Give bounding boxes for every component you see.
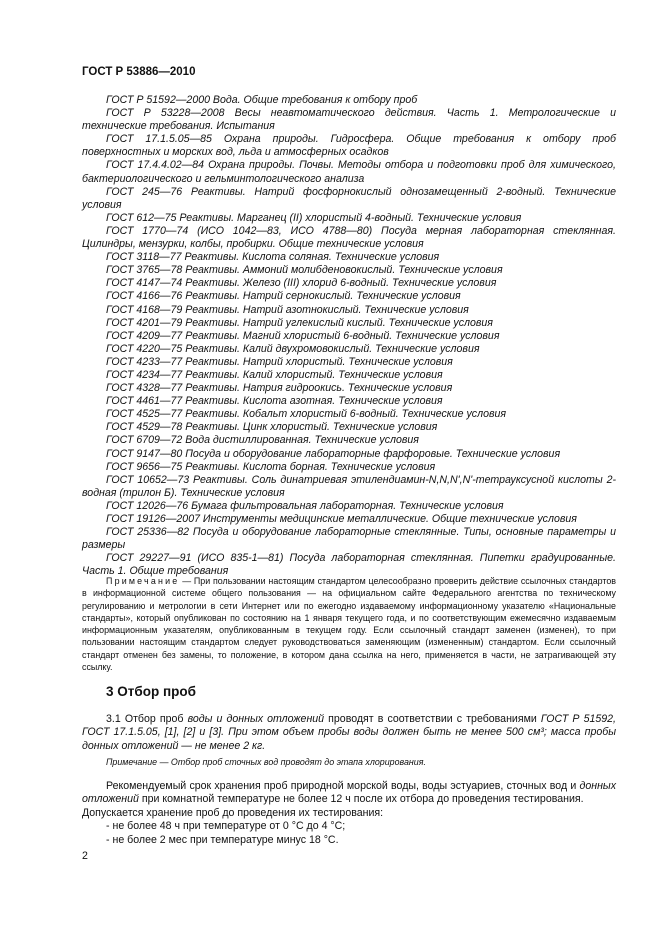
reference-item: ГОСТ 4220—75 Реактивы. Калий двухромовокислый. Технические условия	[106, 342, 480, 355]
reference-item: ГОСТ 245—76 Реактивы. Натрий фосфорнокислый однозамещенный 2-водный. Технические условия	[82, 185, 616, 211]
clause-emphasis: воды и донных отложений	[187, 713, 325, 725]
document-header: ГОСТ Р 53886—2010	[82, 66, 196, 78]
rec-allowance: Допускается хранение проб до проведения их тестирования:	[82, 806, 384, 819]
reference-item: ГОСТ 3765—78 Реактивы. Аммоний молибденовокислый. Технические условия	[106, 264, 503, 277]
reference-item: ГОСТ 4233—77 Реактивы. Натрий хлористый. Технические условия	[106, 355, 453, 368]
sampling-note: Примечание — Отбор проб сточных вод проводят до этапа хлорирования.	[106, 757, 426, 767]
reference-item: ГОСТ 10652—73 Реактивы. Соль динатриевая этилендиамин-N,N,N',N'-тетрауксусной кислоты 2-водная (трилон Б). Технические условия	[82, 473, 616, 499]
clause-emphasis: ГОСТ Р 51592, ГОСТ 17.1.5.05, [1], [2] и [3]. При этом объем пробы воды должен быть не менее 500 см³; масса пробы донных отложений — не менее 2 кг.	[82, 713, 616, 752]
reference-item: ГОСТ Р 51592—2000 Вода. Общие требования к отбору проб	[106, 94, 418, 106]
clause-3-1	[82, 713, 616, 753]
normative-references-list	[82, 94, 616, 578]
storage-recommendation	[82, 780, 616, 847]
reference-item: ГОСТ 19126—2007 Инструменты медицинские металлические. Общие технические условия	[106, 513, 577, 525]
rec-emphasis: донных отложений	[82, 780, 616, 806]
reference-item: ГОСТ 17.4.4.02—84 Охрана природы. Почвы. Методы отбора и подготовки проб для химического, бактериологического и гельминтологического анализа	[82, 159, 616, 185]
reference-item: ГОСТ 4234—77 Реактивы. Калий хлористый. Технические условия	[106, 368, 443, 381]
rec-text: Рекомендуемый срок хранения проб природной морской воды, воды эстуариев, сточных вод и	[106, 780, 580, 792]
list-item: - не более 48 ч при температуре от 0 °С до 4 °С;	[106, 820, 346, 833]
reference-item: ГОСТ 6709—72 Вода дистиллированная. Технические условия	[106, 434, 419, 447]
reference-item: ГОСТ 29227—91 (ИСО 835-1—81) Посуда лабораторная стеклянная. Пипетки градуированные. Часть 1. Общие требования	[82, 552, 616, 578]
note-text: — При пользовании настоящим стандартом целесообразно проверить действие ссылочных стандартов в информационной системе общего пользования — на официальном сайте Федерального агентства по техническому регулированию и метрологии в сети Интернет или по ежегодно издаваемому информационному указателю «Национальные стандарты», который опубликован по состоянию на 1 января текущего года, и по соответствующим ежемесячно издаваемым информационным указателям, опубликованным в текущем году. Если ссылочный стандарт заменен (изменен), то при пользовании настоящим стандартом следует руководствоваться заменяющим (измененным) стандартом. Если ссылочный стандарт отменен без замены, то положение, в котором дана ссылка на него, применяется в части, не затрагивающей эту ссылку.	[82, 576, 616, 673]
clause-text: проводят в соответствии с требованиями	[324, 713, 541, 725]
references-note	[82, 575, 616, 673]
reference-item: ГОСТ 9147—80 Посуда и оборудование лабораторные фарфоровые. Технические условия	[106, 447, 561, 460]
reference-item: ГОСТ 17.1.5.05—85 Охрана природы. Гидросфера. Общие требования к отбору проб поверхностных и морских вод, льда и атмосферных осадков	[82, 133, 616, 159]
reference-item: ГОСТ 3118—77 Реактивы. Кислота соляная. Технические условия	[106, 251, 440, 264]
clause-text: 3.1 Отбор проб	[106, 713, 188, 725]
reference-item: ГОСТ Р 53228—2008 Весы неавтоматического действия. Часть 1. Метрологические и технические требования. Испытания	[82, 107, 616, 133]
reference-item: ГОСТ 4147—74 Реактивы. Железо (III) хлорид 6-водный. Технические условия	[106, 277, 497, 290]
reference-item: ГОСТ 4461—77 Реактивы. Кислота азотная. Технические условия	[106, 395, 443, 408]
reference-item: ГОСТ 612—75 Реактивы. Марганец (II) хлористый 4-водный. Технические условия	[106, 211, 522, 224]
list-item: - не более 2 мес при температуре минус 18 °С.	[106, 833, 339, 846]
reference-item: ГОСТ 25336—82 Посуда и оборудование лабораторные стеклянные. Типы, основные параметры и размеры	[82, 526, 616, 552]
reference-item: ГОСТ 4168—79 Реактивы. Натрий азотнокислый. Технические условия	[106, 303, 469, 316]
reference-item: ГОСТ 4209—77 Реактивы. Магний хлористый 6-водный. Технические условия	[106, 329, 500, 342]
reference-item: ГОСТ 4525—77 Реактивы. Кобальт хлористый 6-водный. Технические условия	[106, 408, 507, 421]
reference-item: ГОСТ 1770—74 (ИСО 1042—83, ИСО 4788—80) Посуда мерная лабораторная стеклянная. Цилиндры, мензурки, колбы, пробирки. Общие технические условия	[82, 224, 616, 251]
page-number: 2	[82, 850, 88, 862]
reference-item: ГОСТ 4529—78 Реактивы. Цинк хлористый. Технические условия	[106, 421, 438, 434]
reference-item: ГОСТ 4201—79 Реактивы. Натрий углекислый кислый. Технические условия	[106, 316, 493, 329]
reference-item: ГОСТ 12026—76 Бумага фильтровальная лабораторная. Технические условия	[106, 499, 504, 512]
reference-item: ГОСТ 9656—75 Реактивы. Кислота борная. Технические условия	[106, 460, 436, 473]
rec-text: при комнатной температуре не более 12 ч после их отбора до проведения тестирования.	[138, 793, 584, 806]
section-title: 3 Отбор проб	[106, 684, 196, 699]
reference-item: ГОСТ 4328—77 Реактивы. Натрия гидроокись. Технические условия	[106, 382, 453, 395]
reference-item: ГОСТ 4166—76 Реактивы. Натрий сернокислый. Технические условия	[106, 290, 461, 303]
note-label: Примечание	[106, 576, 180, 586]
